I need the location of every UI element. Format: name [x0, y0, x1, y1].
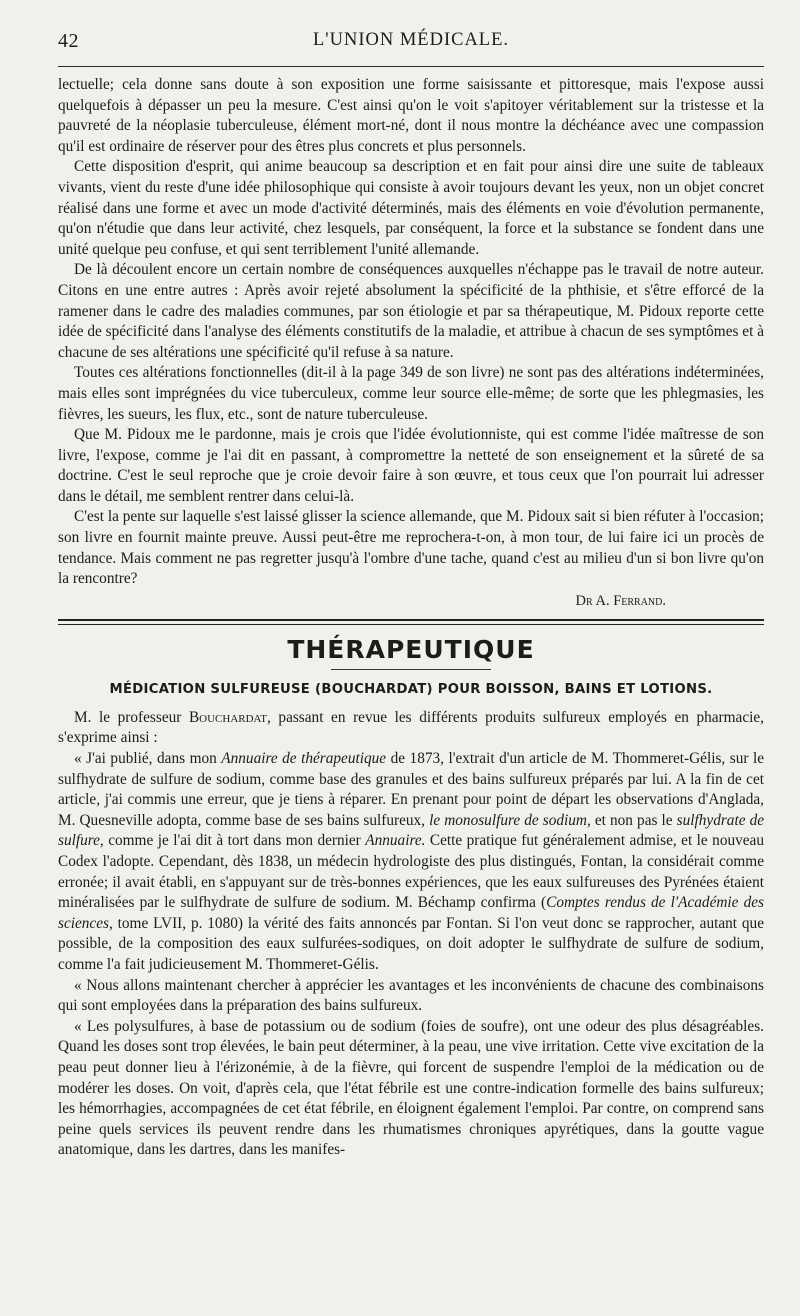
- section-title: THÉRAPEUTIQUE: [287, 634, 535, 664]
- text-run: , passant en revue les différents produits sulfureux employés en pharmacie, s'exprime ainsi :: [58, 708, 764, 747]
- text-run: et non pas le: [590, 811, 677, 829]
- article-review: [58, 75, 764, 611]
- paragraph: Que M. Pidoux me le pardonne, mais je crois que l'idée évolutionniste, qui est comme l'idée maîtresse de son livre, l'expose, comme je l'ai dit en passant, à compromettre la netteté de son enseignement et la sûreté de sa doctrine. C'est le seul reproche que je croie devoir faire à son œuvre, et tous ceux que l'on pourrait lui adresser dans le détail, me semblent rentrer dans celui-là.: [58, 426, 764, 505]
- running-head: [58, 26, 764, 54]
- title-underline: [331, 669, 491, 670]
- paragraph: lectuelle; cela donne sans doute à son exposition une forme saisissante et pittoresque, mais l'expose aussi quelquefois à dépasser un peu la mesure. C'est ainsi qu'on le voit s'apitoyer véritablement sur la tristesse et la pauvreté de la néoplasie tuberculeuse, élément mort-né, dont il nous montre la déchéance avec une compassion qu'il est ordinaire de réserver pour des êtres plus concrets et plus personnels.: [58, 76, 764, 155]
- italic-title: Annuaire.: [365, 832, 426, 850]
- paragraph: De là découlent encore un certain nombre de conséquences auxquelles n'échappe pas le travail de notre auteur. Citons en une entre autres : Après avoir rejeté absolument la spécificité de la phthisie, et s'être efforcé de la ramener dans le cadre des maladies communes, par son étiologie et par sa thérapeutique, M. Pidoux reporte cette idée de spécificité dans l'analyse des éléments constitutifs de la maladie, et attribue à chacun de ses symptômes et à chacune de ses altérations une spécificité qu'il refuse à sa nature.: [58, 261, 764, 361]
- section-divider: [58, 619, 764, 625]
- text-run: M. le professeur: [74, 708, 189, 726]
- author-name: Bouchardat: [188, 708, 267, 726]
- header-rule: [58, 66, 764, 67]
- text-run: de 1873, l'extrait d'un article de M. Thommeret-Gélis, sur le sulfhydrate de sulfure de sodium, comme base des granules et des bains sulfureux préparés par lui. A la fin de cet article, j'ai commis une erreur, que je tiens à réparer. En prenant pour point de départ les observations d'Anglada, M. Quesneville adopta, comme base de ses bains sulfureux,: [58, 750, 764, 829]
- divider-rule: [58, 619, 764, 621]
- divider-rule: [58, 624, 764, 625]
- journal-title: L'UNION MÉDICALE.: [312, 30, 510, 50]
- text-run: comme je l'ai dit à tort dans mon dernier: [103, 832, 366, 850]
- paragraph: « Nous allons maintenant chercher à apprécier les avantages et les inconvénients de chacune des combinaisons qui sont employées dans la préparation des bains sulfureux.: [58, 976, 764, 1015]
- paragraph: [58, 749, 764, 976]
- text-run: « J'ai publié, dans mon: [74, 750, 222, 768]
- paragraph: Toutes ces altérations fonctionnelles (dit-il à la page 349 de son livre) ne sont pas des altérations indéterminées, mais elles sont imprégnées du vice tuberculeux, comme leur source elle-même; de sorte que les phlegmasies, les fièvres, les sueurs, les flux, etc., sont de nature tuberculeuse.: [58, 364, 764, 423]
- italic-title: Annuaire de thérapeutique: [221, 750, 387, 768]
- page-number: 42: [58, 30, 79, 52]
- italic-term: sulfhydrate de sulfure,: [58, 811, 765, 850]
- author-signature: Dr A. Ferrand.: [575, 592, 666, 609]
- paragraph: C'est la pente sur laquelle s'est laissé glisser la science allemande, que M. Pidoux sait si bien réfuter à l'occasion; son livre en fournit mainte preuve. Aussi peut-être me reprochera-t-on, à mon tour, de lui faire ici un procès de tendance. Mais comment ne pas regretter jusqu'à l'ombre d'une tache, quand c'est au milieu d'un si bon livre qu'on la rencontre?: [58, 508, 764, 588]
- text-run: Cette pratique fut généralement admise, et le nouveau Codex l'adopte. Cependant, dès 1838, un médecin hydrologiste des plus distingués, Fontan, la considérait comme erronée; il avait établi, en s'appuyant sur de très-bonnes expériences, que les eaux sulfureuses des Pyrénées étaient minéralisées par le sulfhydrate de sulfure de sodium. M. Béchamp confirma (: [58, 832, 764, 912]
- paragraph: « Les polysulfures, à base de potassium ou de sodium (foies de soufre), ont une odeur des plus désagréables. Quand les doses sont trop élevées, le bain peut déterminer, à la peau, une vive irritation. Cette vive excitation de la peau peut donner lieu à l'érizonémie, à de la fièvre, qui forcent de suspendre l'emploi de la médication ou de modérer les doses. On voit, d'après cela, que l'état fébrile est une contre-indication formelle des bains sulfureux; les hémorrhagies, accompagnées de cet état fébrile, en éloignent également l'emploi. Par contre, on comprend sans peine quels services ils peuvent rendre dans les rhumatismes chroniques apyrétiques, dans la goutte vague anatomique, dans les dartres, dans les manifes-: [58, 1017, 764, 1159]
- italic-citation: Comptes rendus de l'Académie des sciences,: [58, 894, 764, 932]
- paragraph: [58, 708, 764, 749]
- paragraph: Cette disposition d'esprit, qui anime beaucoup sa description et en fait pour ainsi dire une suite de tableaux vivants, vient du reste d'une idée philosophique qui consiste à avoir toujours devant les yeux, non un objet concret réalisé dans une forme et avec un mode d'activité déterminés, mais des éléments en voie d'évolution permanente, qu'on n'étudie que dans leur activité, chez lesquels, par conséquent, la force et la substance se fondent dans une unité quelque peu confuse, et qui sent terriblement l'unité allemande.: [58, 158, 764, 258]
- text-run: tome LVII, p. 1080) la vérité des faits annoncés par Fontan. Si l'on veut donc se rapprocher, autant que possible, de la composition des eaux sulfurées-sodiques, on doit adopter le sulfhydrate de sulfure de sodium, comme l'a fait judicieusement M. Thommeret-Gélis.: [58, 914, 764, 973]
- article-subtitle: MÉDICATION SULFUREUSE (BOUCHARDAT) POUR BOISSON, BAINS ET LOTIONS.: [109, 681, 713, 697]
- italic-term: le monosulfure de sodium,: [429, 811, 591, 829]
- article-therapeutics: [58, 708, 764, 1161]
